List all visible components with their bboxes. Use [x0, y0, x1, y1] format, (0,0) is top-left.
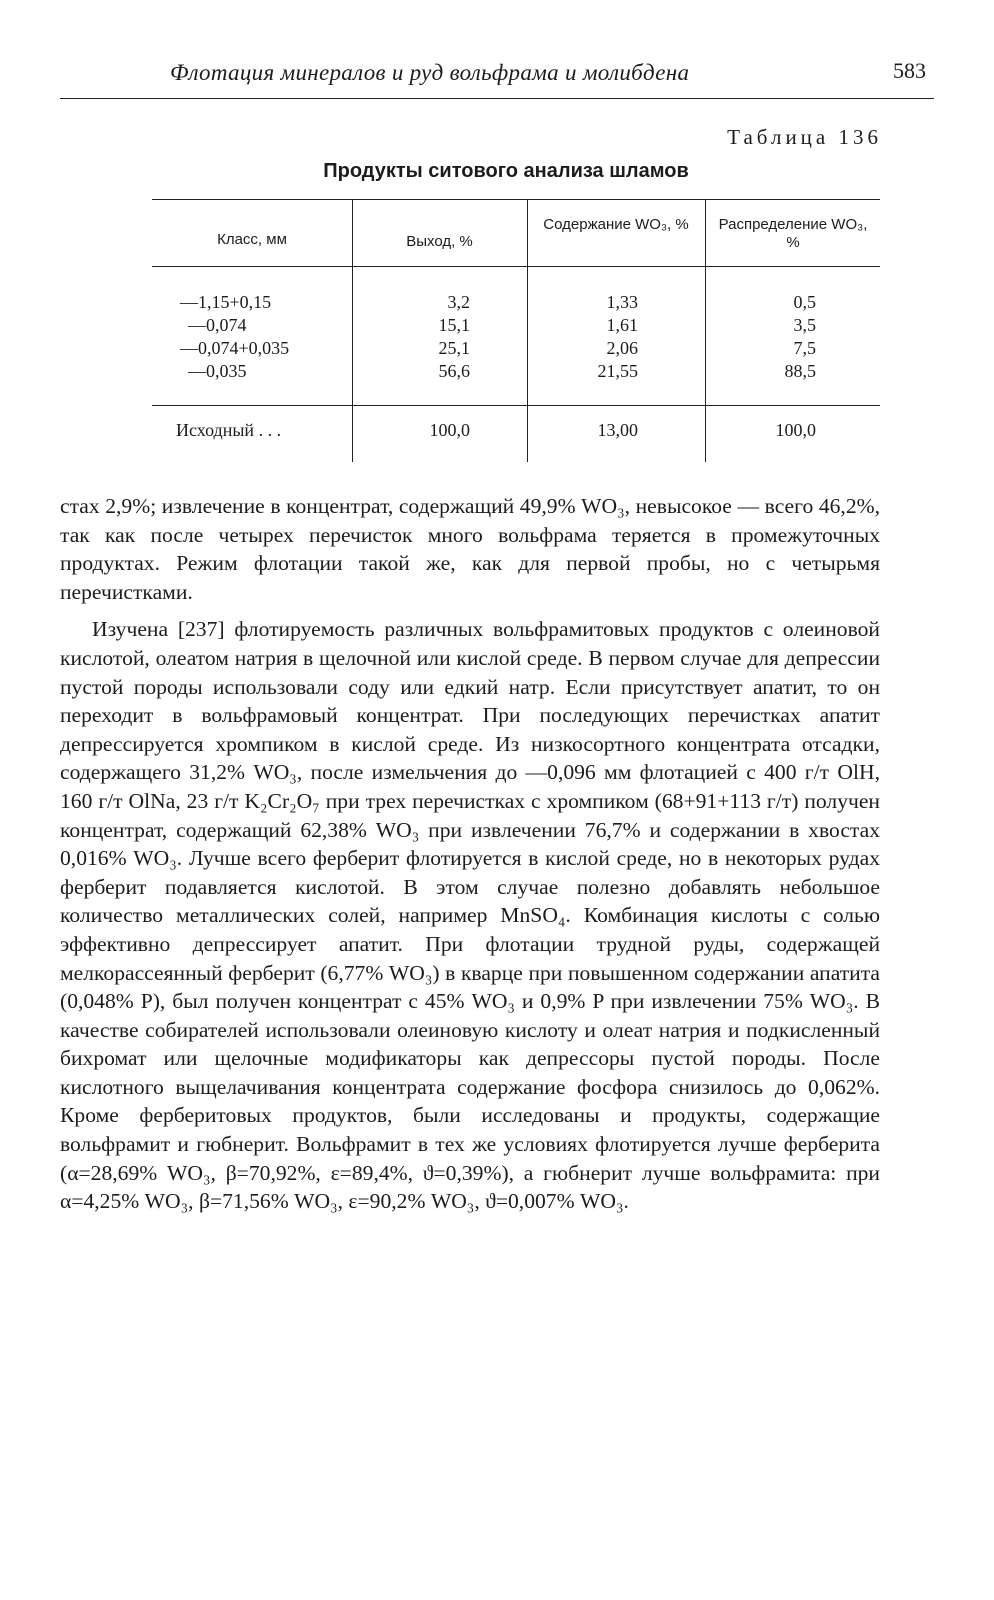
table-row [152, 360, 880, 384]
cell-yield: 3,2 [447, 292, 470, 312]
table-total-rule [152, 405, 880, 406]
cell-class: —0,074+0,035 [180, 338, 290, 358]
column-header-distribution: Распределение WO₃, % [718, 216, 868, 251]
cell-distribution: 0,5 [793, 292, 816, 312]
cell-yield: 15,1 [438, 315, 470, 335]
table-top-rule [152, 199, 880, 200]
cell-distribution: 7,5 [793, 338, 816, 358]
cell-content: 1,61 [606, 315, 638, 335]
column-header-class: Класс, мм [217, 231, 287, 248]
paragraph-continuation: стах 2,9%; извлечение в концентрат, содержащий 49,9% WO₃, невысокое — всего 46,2%, так как после четырех перечисток много вольфрама теряется в промежуточных продуктах. Режим флотации такой же, как для первой пробы, но с четырьмя перечистками. [60, 494, 880, 604]
table-header-rule [152, 266, 880, 267]
paragraph-main: Изучена [237] флотируемость различных вольфрамитовых продуктов с олеиновой кислотой, олеатом натрия в щелочной или кислой среде. В первом случае для депрессии пустой породы использовали соду или едкий натр. Если присутствует апатит, то он переходит в вольфрамовый концентрат. При последующих перечистках апатит депрессируется хромпиком в кислой среде. Из низкосортного концентрата отсадки, содержащего 31,2% WO₃, после измельчения до —0,096 мм флотацией с 400 г/т OlH, 160 г/т OlNa, 23 г/т K₂Cr₂O₇ при трех перечистках с хромпиком (68+91+113 г/т) получен концентрат, содержащий 62,38% WO₃ при извлечении 76,7% и содержании в хвостах 0,016% WO₃. Лучше всего ферберит флотируется в кислой среде, но в некоторых рудах ферберит подавляется кислотой. В этом случае полезно добавлять небольшое количество металлических солей, например MnSO₄. Комбинация кислоты с солью эффективно депрессирует апатит. При флотации трудной руды, содержащей мелкорассеянный ферберит (6,77% WO₃) в кварце при повышенном содержании апатита (0,048% P), был получен концентрат с 45% WO₃ и 0,9% P при извлечении 75% WO₃. В качестве собирателей использовали олеиновую кислоту и олеат натрия и подкисленный бихромат или щелочные модификаторы как депрессоры пустой породы. После кислотного выщелачивания концентрата содержание фосфора снизилось до 0,062%. Кроме ферберитовых продуктов, были исследованы и продукты, содержащие вольфрамит и гюбнерит. Вольфрамит в тех же условиях флотируется лучше ферберита (α=28,69% WO₃, β=70,92%, ε=89,4%, ϑ=0,39%), а гюбнерит лучше вольфрамита: при α=4,25% WO₃, β=71,56% WO₃, ε=90,2% WO₃, ϑ=0,007% WO₃. [60, 617, 880, 1214]
cell-yield: 25,1 [438, 338, 470, 358]
sieve-analysis-table [152, 199, 880, 462]
table-row [152, 291, 880, 315]
cell-yield: 100,0 [429, 420, 470, 440]
cell-content: 21,55 [597, 361, 638, 381]
cell-distribution: 100,0 [775, 420, 816, 440]
table-caption: Продукты ситового анализа шламов [323, 160, 689, 182]
cell-class: —0,035 [188, 361, 247, 381]
column-header-content: Содержание WO₃, % [543, 216, 689, 233]
cell-content: 13,00 [597, 420, 638, 440]
cell-distribution: 3,5 [793, 315, 816, 335]
body-text [60, 492, 880, 1216]
cell-distribution: 88,5 [784, 361, 816, 381]
table-total-row [152, 419, 880, 443]
table-row [152, 314, 880, 338]
table-number: Таблица 136 [727, 125, 882, 149]
cell-class: Исходный . . . [176, 420, 282, 440]
cell-class: —1,15+0,15 [180, 292, 272, 312]
page-number: 583 [893, 58, 926, 83]
cell-class: —0,074 [188, 315, 247, 335]
cell-content: 1,33 [606, 292, 638, 312]
cell-content: 2,06 [606, 338, 638, 358]
column-header-yield: Выход, % [406, 233, 473, 250]
running-header [60, 58, 934, 99]
running-title: Флотация минералов и руд вольфрама и молибдена [170, 60, 690, 85]
cell-yield: 56,6 [438, 361, 470, 381]
table-row [152, 337, 880, 361]
